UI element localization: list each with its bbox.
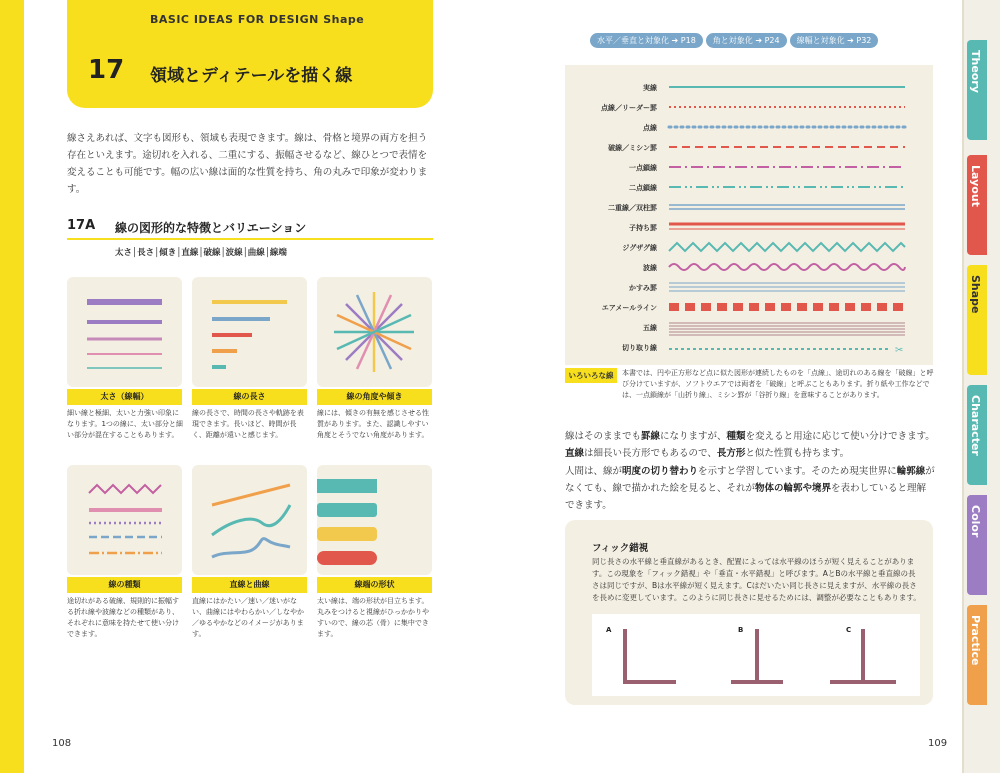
card-desc: 途切れがある破線、規則的に振幅する折れ線や波線などの種類があり、それぞれに意味を持たせて使い分けできます。 xyxy=(67,597,179,638)
line-samples xyxy=(565,65,933,365)
card-angle xyxy=(317,277,432,387)
card-types xyxy=(67,465,182,575)
fick-body: 同じ長さの水平線と垂直線があるとき、配置によっては水平線のほうが短く見えることがあります。この現象を「フィック錯視」や「垂直・水平錯視」と呼びます。AとBの水平線と垂直線の長さは同じですが、Bは水平線が短く見えます。Cはだいたい同じ長さに見えますが、水平線の長さを長めに変更しています。このように同じ長さに見せるためには、調整が必要なこともあります。 xyxy=(592,557,921,602)
reference-chip[interactable]: 角と対象化 ➔ P24 xyxy=(706,33,787,48)
reference-chip[interactable]: 線幅と対象化 ➔ P32 xyxy=(790,33,879,48)
card-label: 太さ（線幅） xyxy=(67,389,182,405)
line-type-label: 実線 xyxy=(643,84,657,92)
tab-character[interactable]: Character xyxy=(967,385,987,485)
fick-figure-panel xyxy=(592,614,920,696)
card-label: 線端の形状 xyxy=(317,577,432,593)
card-desc: 線には、傾きの有無を感じさせる性質があります。また、認識しやすい角度とそうでない角度があります。 xyxy=(317,409,429,439)
tab-theory[interactable]: Theory xyxy=(967,40,987,140)
tab-practice[interactable]: Practice xyxy=(967,605,987,705)
line-types-panel xyxy=(565,65,933,365)
length-illustration xyxy=(192,277,307,387)
section-id: 17A xyxy=(67,218,96,233)
intro-paragraph: 線さえあれば、文字も図形も、領域も表現できます。線は、骨格と境界の両方を担う存在といえます。途切れを入れる、二重にする、振幅させるなど、線ひとつで表情を変えることも可能です。幅の広い線は面的な性質を持ち、角の丸みで印象が変わります。 xyxy=(67,133,428,195)
tab-strip-edge xyxy=(962,0,964,773)
card-desc: 細い線と極細、太いと力強い印象になります。1つの線に、太い部分と細い部分が混在することもあります。 xyxy=(67,409,183,439)
fick-figures xyxy=(592,614,920,696)
types-illustration xyxy=(67,465,182,575)
card-desc: 線の長さで、時間の長さや軌跡を表現できます。長いほど、時間が長く、距離が遠いと感じます。 xyxy=(192,409,304,439)
section-title: 線の図形的な特徴とバリエーション xyxy=(115,221,307,235)
chapter-title: 領域とディテールを描く線 xyxy=(150,66,353,86)
card-desc: 太い線は、端の形状が目立ちます。丸みをつけると視線がひっかかりやすいので、線の芯（骨）に集中できます。 xyxy=(317,597,429,638)
section-tags: 太さ│長さ│傾き│直線│破線│波線│曲線│線端 xyxy=(115,248,287,258)
series-title: BASIC IDEAS FOR DESIGN Shape xyxy=(150,13,365,26)
scissors-icon: ✂ xyxy=(895,345,904,356)
line-type-label: 波線 xyxy=(643,264,657,272)
card-line-ends xyxy=(317,465,432,575)
tab-color[interactable]: Color xyxy=(967,495,987,595)
fick-label-a: A xyxy=(606,626,612,634)
tab-shape[interactable]: Shape xyxy=(967,265,987,375)
card-thickness xyxy=(67,277,182,387)
card-desc: 直線にはかたい／速い／迷いがない、曲線にはやわらかい／しなやか／ゆるやかなどのイメージがあります。 xyxy=(192,597,304,638)
left-margin-band xyxy=(0,0,24,773)
angle-illustration xyxy=(317,277,432,387)
card-label: 直線と曲線 xyxy=(192,577,307,593)
chapter-number: 17 xyxy=(88,55,125,85)
line-type-label: 二重線／双柱罫 xyxy=(608,204,657,212)
line-type-label: 破線／ミシン罫 xyxy=(608,144,657,152)
line-type-label: 子持ち罫 xyxy=(629,224,657,232)
line-type-label: ジグザグ線 xyxy=(622,244,657,252)
line-type-label: 点線 xyxy=(643,124,657,132)
thickness-illustration xyxy=(67,277,182,387)
line-type-label: エアメールライン xyxy=(601,304,657,312)
tab-layout[interactable]: Layout xyxy=(967,155,987,255)
reference-chips xyxy=(590,28,881,48)
variety-note: 本書では、円や正方形など点に似た図形が連続したものを「点線」、途切れのある線を「破線」と呼び分けていますが、ソフトウエアでは両者を「破線」と呼ぶこともあります。折り紙や工作などでは、一点鎖線が「山折り線」、ミシン罫が「谷折り線」を意味することがあります。 xyxy=(622,369,934,399)
reference-chip[interactable]: 水平／垂直と対象化 ➔ P18 xyxy=(590,33,703,48)
line-type-label: 二点鎖線 xyxy=(629,184,657,192)
paragraph-lines: 線はそのままでも罫線になりますが、種類を変えると用途に応じて使い分けできます。直線は細長い長方形でもあるので、長方形と似た性質も持ちます。 xyxy=(565,431,935,459)
paragraph-contour: 人間は、線が明度の切り替わりを示すと学習しています。そのため現実世界に輪郭線がなくても、線で描かれた絵を見ると、それが物体の輪郭や境界を表わしていると理解できます。 xyxy=(565,466,935,511)
page-number-right: 109 xyxy=(928,738,948,749)
line-ends-illustration xyxy=(317,465,432,575)
line-type-label: 一点鎖線 xyxy=(629,164,657,172)
card-label: 線の種類 xyxy=(67,577,182,593)
card-label: 線の長さ xyxy=(192,389,307,405)
fick-label-b: B xyxy=(738,626,744,634)
curve-illustration xyxy=(192,465,307,575)
section-rule xyxy=(67,238,433,240)
line-type-label: 切り取り線 xyxy=(622,344,657,352)
card-label: 線の角度や傾き xyxy=(317,389,432,405)
line-type-label: かすみ罫 xyxy=(629,284,657,292)
variety-tag: いろいろな線 xyxy=(565,368,617,383)
line-type-label: 五線 xyxy=(643,324,657,332)
card-straight-curve xyxy=(192,465,307,575)
fick-title: フィック錯視 xyxy=(592,543,649,554)
fick-label-c: C xyxy=(846,626,852,634)
line-type-label: 点線／リーダー罫 xyxy=(601,104,657,112)
card-length xyxy=(192,277,307,387)
page-number-left: 108 xyxy=(52,738,72,749)
